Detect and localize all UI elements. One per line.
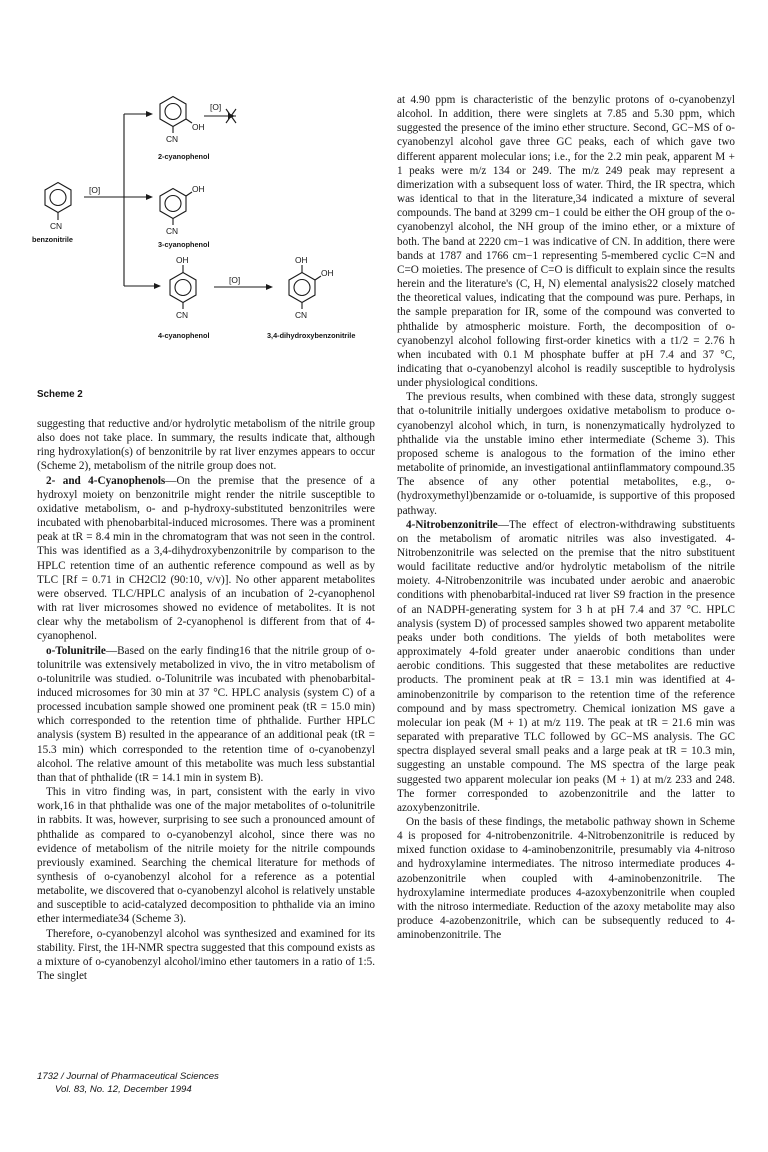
- paragraph-text: This in vitro finding was, in part, consistent with the early in vivo work,16 in that phthalide was one of the major metabolites of o-tolunitrile in rabbits. It was, however, surprising to see such a pronounced amount of phthalide as compared to o-cyanobenzyl alcohol, since there was no evidence of metabolism of the nitrile moiety for the nitrile compounds previously examined. Searching the chemical literature for methods of synthesis of o-cyanobenzyl alcohol for a reference as a potential metabolite, we discovered that o-cyanobenzyl alcohol is relatively unstable and susceptible to acid-catalyzed decomposition to phthalide via an imino ether intermediate34 (Scheme 3).: [37, 786, 375, 926]
- compound-label-3-cyanophenol: 3-cyanophenol: [158, 240, 210, 249]
- nitrile-group: CN: [166, 134, 179, 144]
- left-column: [37, 417, 375, 983]
- compound-label-benzonitrile: benzonitrile: [32, 235, 73, 244]
- section-heading: 4-Nitrobenzonitrile: [406, 518, 498, 531]
- nitrile-group: CN: [176, 310, 189, 320]
- footer-volume: Vol. 83, No. 12, December 1994: [55, 1083, 192, 1095]
- 2-cyanophenol-ring: [160, 97, 192, 134]
- oxidation-label: [O]: [210, 102, 222, 112]
- hydroxyl-group: OH: [192, 122, 205, 132]
- hydroxyl-group: OH: [321, 268, 334, 278]
- paragraph: [397, 93, 735, 390]
- paragraph: [37, 474, 375, 644]
- hydroxyl-group: OH: [295, 255, 308, 265]
- paragraph: [397, 518, 735, 815]
- oxidation-label: [O]: [229, 275, 241, 285]
- scheme-title: Scheme 2: [37, 389, 83, 400]
- page-footer: [37, 1071, 219, 1096]
- 4-cyanophenol-ring: [170, 265, 196, 309]
- paragraph: [397, 815, 735, 942]
- paragraph-text: —On the premise that the presence of a hydroxyl moiety on benzonitrile might render the nitrile susceptible to oxidative metabolism, o- and p-hydroxy-substituted benzonitriles were incubated with phenobarbital-induced microsomes. There was a prominent peak at tR = 8.4 min in the chromatogram that was not seen in the control. This was identified as a 3,4-dihydroxybenzonitrile by comparison to the HPLC retention time of an authentic reference compound as well as by TLC [Rf = 0.71 in CH2Cl2 (90:10, v/v)]. No other apparent metabolites were observed. TLC/HPLC analysis of an incubation of 2-cyanophenol with rat liver microsomes showed no evidence of metabolites. It is not clear why the metabolism of 2-cyanophenol is different from that of 4-cyanophenol.: [37, 474, 375, 643]
- paragraph-text: Therefore, o-cyanobenzyl alcohol was synthesized and examined for its stability. First, the 1H-NMR spectra suggested that this compound exists as a mixture of o-cyanobenzyl alcohol/imino ether tautomers in a ratio of 1:5. The singlet: [37, 927, 375, 983]
- paragraph: [37, 785, 375, 927]
- section-heading: 2- and 4-Cyanophenols: [46, 474, 166, 487]
- paragraph: [37, 927, 375, 984]
- paragraph-text: —Based on the early finding16 that the nitrile group of o-tolunitrile was extensively metabolized in vivo, the in vitro metabolism of o-tolunitrile was studied. o-Tolunitrile was incubated with phenobarbital-induced microsomes for 30 min at 37 °C. HPLC analysis (system C) of a processed incubation sample showed one prominent peak (tR = 15.0 min) which corresponded to the retention time of phthalide. Further HPLC analysis (system B) resulted in the appearance of an additional peak (tR = 15.3 min) which corresponded to the retention time of o-cyanobenzyl alcohol. The relative amount of this metabolite was much less substantial than that of phthalide (tR = 14.1 min in system B).: [37, 644, 375, 784]
- hydroxyl-group: OH: [192, 184, 205, 194]
- dihydroxybenzonitrile-ring: [289, 265, 321, 309]
- paragraph-text: at 4.90 ppm is characteristic of the benzylic protons of o-cyanobenzyl alcohol. In addition, there were singlets at 7.85 and 5.30 ppm, which suggested the presence of the imino ether structure. Second, GC−MS of o-cyanobenzyl alcohol gave three GC peaks, each of which gave two different apparent molecular ions; i.e., for the 2.2 min peak, apparent M + 1 peaks were m/z 134 or 249. The m/z 249 peak may represent a dimerization with a subsequent loss of water. Third, the IR spectra, which was identical to that in the literature,34 indicated a mixture of several compounds. The band at 3299 cm−1 could be either the OH group of the o-cyanobenzyl alcohol, the NH group of the imino ether, or a mixture of both. The band at 2220 cm−1 was indicative of CN. In addition, there were bands at 1787 and 1766 cm−1 representing 5-membered cyclic C=N and C=O moieties. The presence of C=O is difficult to explain since the results herein and the literature's (C, H, N) elemental analysis22 closely matched the theoretical values, indicating that the compound was pure. Perhaps, in the sample preparation for IR, some of the compound was converted to phthalide by atmospheric moisture. Forth, the decomposition of o-cyanobenzyl alcohol following first-order kinetics with a t1/2 = 2.76 h when incubated with 0.1 M phosphate buffer at pH 7.4 and 37 °C, indicating that o-cyanobenzyl alcohol is readily susceptible to hydrolysis under physiological conditions.: [397, 94, 735, 390]
- section-heading: o-Tolunitrile: [46, 644, 106, 657]
- benzonitrile-ring: [45, 183, 71, 221]
- nitrile-group: CN: [50, 221, 63, 231]
- paragraph-text: suggesting that reductive and/or hydrolytic metabolism of the nitrile group also does not take place. In summary, the results indicate that, although ring hydroxylation(s) of benzonitrile by rat liver enzymes appears to occur (Scheme 2), metabolism of the nitrile group does not.: [37, 418, 375, 473]
- scheme-2-diagram: [30, 90, 382, 390]
- compound-label-dihydroxybenzonitrile: 3,4-dihydroxybenzonitrile: [267, 331, 356, 340]
- paragraph: [397, 390, 735, 517]
- footer-journal: 1732 / Journal of Pharmaceutical Sciences: [37, 1071, 219, 1082]
- paragraph-text: —The effect of electron-withdrawing substituents on the metabolism of aromatic nitriles was also investigated. 4-Nitrobenzonitrile was selected on the premise that the nitro substituent would facilitate reductive and/or hydrolytic metabolism of the nitrile moiety. 4-Nitrobenzonitrile was incubated under aerobic and anaerobic conditions with phenobarbital-induced rat liver S9 fraction in the presence of an NADPH-generating system for 3 h at pH 7.4 and 37 °C. HPLC analysis (system D) of processed samples showed two apparent metabolite peaks under both conditions. The yields of both metabolites were approximately 4-fold greater under anaerobic conditions than under aerobic conditions. This suggested that these metabolites are reductive products. The prominent peak at tR = 13.1 min was identified at 4-aminobenzonitrile by comparison to the retention time of the reference compound and by mass spectrometry. Chemical ionization MS gave a molecular ion peak (M + 1) at m/z 119. The peak at tR = 21.6 min was separated with preparative TLC followed by GC−MS analysis. The GC spectra displayed several small peaks and a large peak at tR = 10.3 min, suggesting an unstable compound. The MS spectra of the large peak suggested two apparent molecular ion peaks (M + 1) at m/z 233 and 248. The former corresponded to azobenzonitrile and the latter to azoxybenzonitrile.: [397, 518, 735, 814]
- 3-cyanophenol-ring: [160, 189, 192, 226]
- nitrile-group: CN: [166, 226, 179, 236]
- paragraph-text: On the basis of these findings, the metabolic pathway shown in Scheme 4 is proposed for 4-nitrobenzonitrile. 4-Nitrobenzonitrile is reduced by mixed function oxidase to 4-aminobenzonitrile, presumably via 4-nitroso and hydroxylamine intermediates. The nitroso intermediate produces 4-azobenzonitrile when coupled with 4-aminobenzonitrile. The hydroxylamine intermediate produces 4-azoxybenzonitrile when coupled with the nitroso intermediate. Reduction of the azoxy metabolite may also produce 4-azobenzonitrile, which can be subsequently reduced to 4-aminobenzonitrile. The: [397, 815, 735, 942]
- right-column: [397, 93, 735, 942]
- nitrile-group: CN: [295, 310, 308, 320]
- compound-label-4-cyanophenol: 4-cyanophenol: [158, 331, 210, 340]
- hydroxyl-group: OH: [176, 255, 189, 265]
- paragraph-text: The previous results, when combined with these data, strongly suggest that o-tolunitrile initially undergoes oxidative metabolism to produce o-cyanobenzyl alcohol which, in turn, is nonenzymatically hydrolyzed to phthalide via the unstable imino ether intermediate (Scheme 3). This proposed scheme is analogous to the formation of the imino ether metabolite of prinomide, an investigational antiinflammatory compound.35 The absence of any other potential metabolites, e.g., o-(hydroxymethyl)benzamide or o-toluamide, is supportive of this proposed pathway.: [397, 391, 735, 517]
- paragraph: [37, 644, 375, 786]
- oxidation-label: [O]: [89, 185, 101, 195]
- paragraph: [37, 417, 375, 474]
- compound-label-2-cyanophenol: 2-cyanophenol: [158, 152, 210, 161]
